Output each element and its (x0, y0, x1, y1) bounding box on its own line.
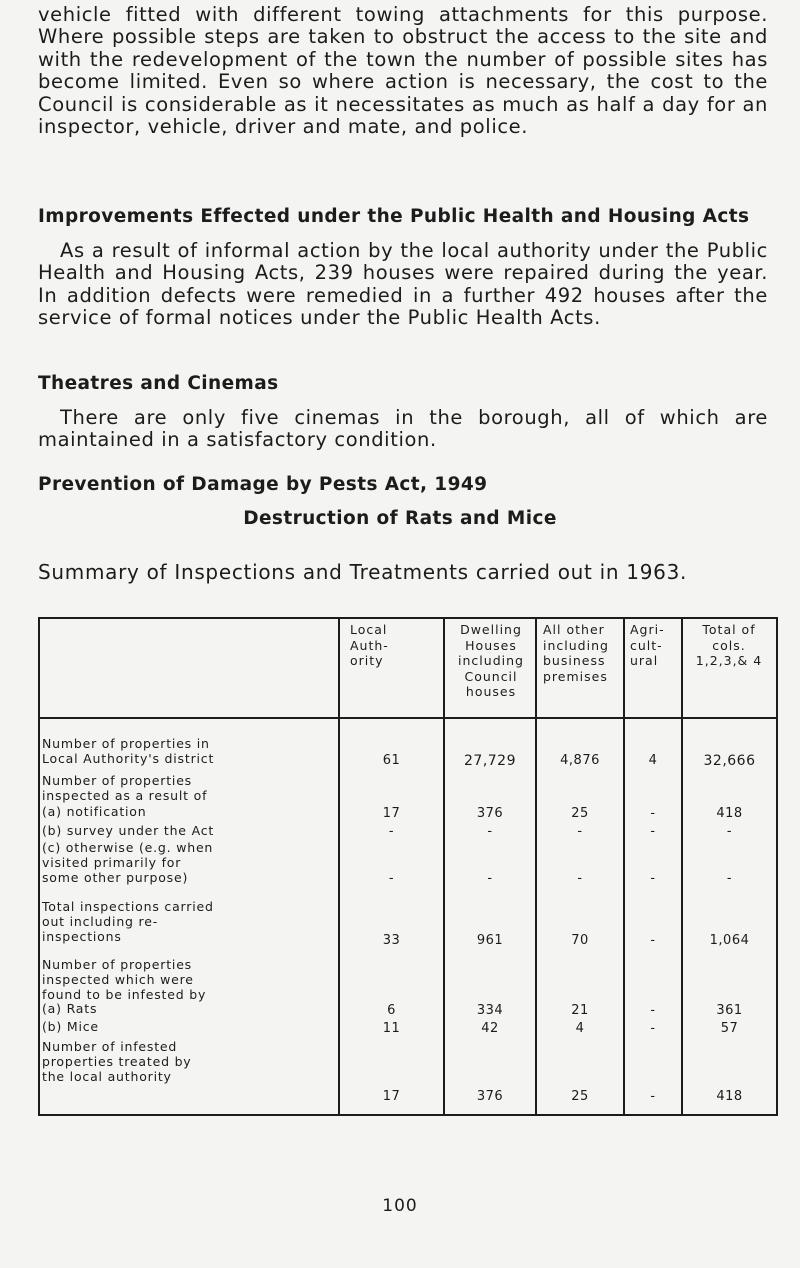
table-right-border (776, 617, 778, 1116)
table-bottom-border (38, 1114, 778, 1116)
cell-r4-all-other: - (577, 871, 583, 886)
cell-r3-all-other: - (577, 824, 583, 839)
cell-r0-dwelling: 27,729 (464, 753, 516, 769)
cell-r5-agricultural: - (650, 933, 656, 948)
heading-theatres-cinemas: Theatres and Cinemas (38, 373, 279, 394)
row-label-notification: (a) notification (42, 804, 147, 819)
cell-r8-local-authority: 11 (382, 1021, 401, 1036)
cell-r5-local-authority: 33 (382, 933, 401, 948)
cell-r7-dwelling: 334 (476, 1003, 504, 1018)
row-label-otherwise: (c) otherwise (e.g. when visited primarily for some other purpose) (42, 840, 214, 885)
row-label-infested-treated: Number of infested properties treated by the local authority (42, 1039, 192, 1084)
cell-r5-total: 1,064 (709, 933, 750, 948)
cell-r4-total: - (726, 871, 733, 886)
cell-r3-agricultural: - (650, 824, 656, 839)
cell-r4-agricultural: - (650, 871, 656, 886)
header-all-other: All other including business premises (543, 622, 609, 684)
row-label-rats: (a) Rats (42, 1001, 98, 1016)
table-header-divider (38, 717, 778, 719)
cell-r7-all-other: 21 (571, 1003, 589, 1018)
cell-r8-all-other: 4 (575, 1021, 585, 1036)
heading-improvements: Improvements Effected under the Public Health and Housing Acts (38, 206, 750, 227)
cell-r0-total: 32,666 (703, 753, 756, 769)
cell-r8-dwelling: 42 (481, 1021, 499, 1036)
cell-r0-local-authority: 61 (382, 753, 401, 768)
page-number: 100 (382, 1196, 418, 1216)
row-label-mice: (b) Mice (42, 1019, 99, 1034)
cell-r0-all-other: 4,876 (560, 753, 600, 768)
row-label-survey: (b) survey under the Act (42, 823, 215, 838)
cell-r9-dwelling: 376 (476, 1089, 504, 1104)
heading-destruction-rats-mice: Destruction of Rats and Mice (243, 508, 557, 529)
row-label-total-inspections: Total inspections carried out including re- inspections (42, 899, 214, 944)
table-col-divider-3 (535, 617, 537, 1116)
cell-r2-local-authority: 17 (382, 806, 401, 821)
header-local-authority: Local Auth- ority (350, 622, 389, 668)
table-col-divider-4 (623, 617, 625, 1116)
cell-r9-agricultural: - (650, 1089, 656, 1104)
cell-r9-all-other: 25 (571, 1089, 589, 1104)
cell-r3-local-authority: - (388, 824, 395, 839)
cell-r9-total: 418 (716, 1089, 743, 1104)
cell-r8-total: 57 (720, 1021, 739, 1036)
cell-r2-dwelling: 376 (476, 806, 504, 821)
row-label-inspected-as-result: Number of properties inspected as a result of (42, 773, 208, 803)
table-top-border (38, 617, 778, 619)
cell-r2-agricultural: - (650, 806, 656, 821)
table-col-divider-5 (681, 617, 683, 1116)
cell-r7-agricultural: - (650, 1003, 656, 1018)
header-dwelling-houses: Dwelling Houses including Council houses (458, 622, 524, 699)
cell-r8-agricultural: - (650, 1021, 656, 1036)
header-total: Total of cols. 1,2,3,& 4 (695, 622, 763, 668)
row-label-found-infested: Number of properties inspected which were found to be infested by (42, 957, 207, 1002)
summary-line: Summary of Inspections and Treatments carried out in 1963. (38, 560, 688, 584)
paragraph-improvements: As a result of informal action by the local authority under the Public Health and Housing Acts, 239 houses were repaired during the year. In addition defects were remedied in a further 492 houses after the service of formal notices under the Public Health Acts. (38, 239, 768, 330)
row-label-properties-in-district: Number of properties in Local Authority's district (42, 736, 215, 766)
table-col-divider-1 (338, 617, 340, 1116)
cell-r2-total: 418 (716, 806, 743, 821)
heading-prevention-of-damage: Prevention of Damage by Pests Act, 1949 (38, 474, 488, 495)
header-agricultural: Agri- cult- ural (630, 622, 665, 668)
cell-r0-agricultural: 4 (648, 753, 658, 768)
cell-r4-dwelling: - (487, 871, 493, 886)
inspections-table (38, 617, 778, 1117)
cell-r5-dwelling: 961 (476, 933, 504, 948)
cell-r4-local-authority: - (388, 871, 395, 886)
cell-r7-total: 361 (716, 1003, 743, 1018)
paragraph-towing-attachments: vehicle fitted with different towing attachments for this purpose. Where possible steps are taken to obstruct the access to the site and with the redevelopment of the town the number of possible sites has become limited. Even so where action is necessary, the cost to the Council is considerable as it necessitates as much as half a day for an inspector, vehicle, driver and mate, and police. (38, 3, 768, 139)
cell-r7-local-authority: 6 (387, 1003, 396, 1018)
cell-r3-dwelling: - (487, 824, 493, 839)
paragraph-cinemas: There are only five cinemas in the borough, all of which are maintained in a satisfactory condition. (38, 406, 768, 452)
cell-r5-all-other: 70 (571, 933, 589, 948)
table-left-border (38, 617, 40, 1116)
table-col-divider-2 (443, 617, 445, 1116)
cell-r9-local-authority: 17 (382, 1089, 401, 1104)
cell-r2-all-other: 25 (571, 806, 589, 821)
cell-r3-total: - (726, 824, 733, 839)
